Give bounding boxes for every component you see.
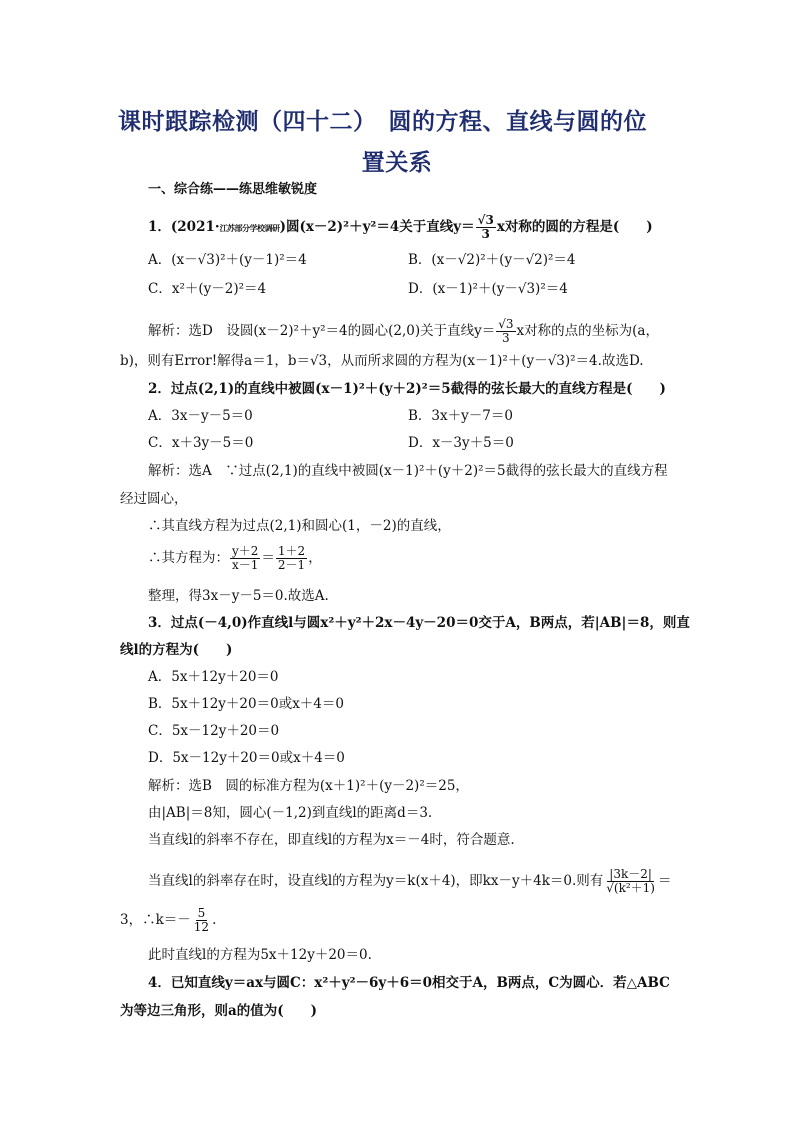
q2-solution-line2: 经过圆心， <box>120 491 188 507</box>
q3-option-d: D．5x－12y＋20＝0或x＋4＝0 <box>148 750 345 766</box>
q2-option-c: C．x＋3y－5＝0 <box>148 435 254 451</box>
page-title-line2: 置关系 <box>361 150 433 176</box>
q3-solution-line6: 此时直线l的方程为5x＋12y＋20＝0. <box>148 947 372 963</box>
q2-option-a: A．3x－y－5＝0 <box>148 408 253 424</box>
q3-solution-line2: 由|AB|＝8知，圆心(－1,2)到直线l的距离d＝3. <box>148 805 433 821</box>
q2-solution-line5: 整理，得3x－y－5＝0.故选A. <box>148 588 329 604</box>
q1-solution-line2: b)，则有Error!解得a＝1，b＝√3，从而所求圆的方程为(x－1)²＋(y－√3)²＝4.故选D. <box>120 353 644 369</box>
page-title-line1: 课时跟踪检测（四十二） 圆的方程、直线与圆的位 <box>118 109 647 135</box>
q2-solution-line1: 解析：选A ∵过点(2,1)的直线中被圆(x－1)²＋(y＋2)²＝5截得的弦长最大的直线方程 <box>148 463 668 479</box>
q3-option-a: A．5x＋12y＋20＝0 <box>148 669 279 685</box>
q3-option-b: B．5x＋12y＋20＝0或x＋4＝0 <box>148 696 344 712</box>
q3-solution-line5: 3，∴k＝－ $\frac{5}{12}$ . <box>120 906 217 934</box>
q1-option-c: C．x²＋(y－2)²＝4 <box>148 281 267 297</box>
q2-option-d: D．x－3y＋5＝0 <box>408 435 514 451</box>
q2-option-b: B．3x＋y－7＝0 <box>408 408 513 424</box>
question-2-stem: 2．过点(2,1)的直线中被圆(x－1)²＋(y＋2)²＝5截得的弦长最大的直线方程是( ) <box>148 381 666 397</box>
question-4-stem-line1: 4．已知直线y＝ax与圆C：x²＋y²－6y＋6＝0相交于A，B两点，C为圆心．若△ABC <box>148 975 670 991</box>
q2-solution-line3: ∴其直线方程为过点(2,1)和圆心(1，－2)的直线， <box>148 518 451 534</box>
q1-solution-line1: 解析：选D 设圆(x－2)²＋y²＝4的圆心(2,0)关于直线y＝ $\frac{√3}{3}$ x对称的点的坐标为(a， <box>148 317 659 345</box>
q3-solution-line1: 解析：选B 圆的标准方程为(x＋1)²＋(y－2)²＝25， <box>148 778 469 794</box>
question-4-stem-line2: 为等边三角形，则a的值为( ) <box>120 1003 318 1019</box>
q1-option-d: D．(x－1)²＋(y－√3)²＝4 <box>408 281 568 297</box>
q3-option-c: C．5x－12y＋20＝0 <box>148 723 280 739</box>
section-heading: 一、综合练——练思维敏锐度 <box>148 182 318 197</box>
q3-solution-line3: 当直线l的斜率不存在，即直线l的方程为x＝－4时，符合题意. <box>148 832 515 848</box>
q3-solution-line4: 当直线l的斜率存在时，设直线l的方程为y＝k(x＋4)，即kx－y＋4k＝0.则有 $\frac{|3k-2|}{\text{√(k²＋1)}}$ ＝ <box>148 867 672 895</box>
fraction: $\frac{√3}{3}$ <box>477 213 494 241</box>
q1-option-a: A．(x－√3)²＋(y－1)²＝4 <box>148 252 307 268</box>
question-1-stem: 1．(2021·江苏部分学校调研)圆(x－2)²＋y²＝4关于直线y＝ $\frac{√3}{3}$ x对称的圆的方程是( ) <box>148 213 653 241</box>
q1-option-b: B．(x－√2)²＋(y－√2)²＝4 <box>408 252 576 268</box>
q2-solution-line4: ∴其方程为： $\frac{y+2}{x-1}$ ＝ $\frac{1+2}{2-1}$ ， <box>148 544 322 572</box>
question-3-stem-line2: 线l的方程为( ) <box>120 642 233 658</box>
question-3-stem-line1: 3．过点(－4,0)作直线l与圆x²＋y²＋2x－4y－20＝0交于A，B两点，若|AB|＝8，则直 <box>148 615 690 631</box>
source-tag: 江苏部分学校调研 <box>219 224 280 233</box>
